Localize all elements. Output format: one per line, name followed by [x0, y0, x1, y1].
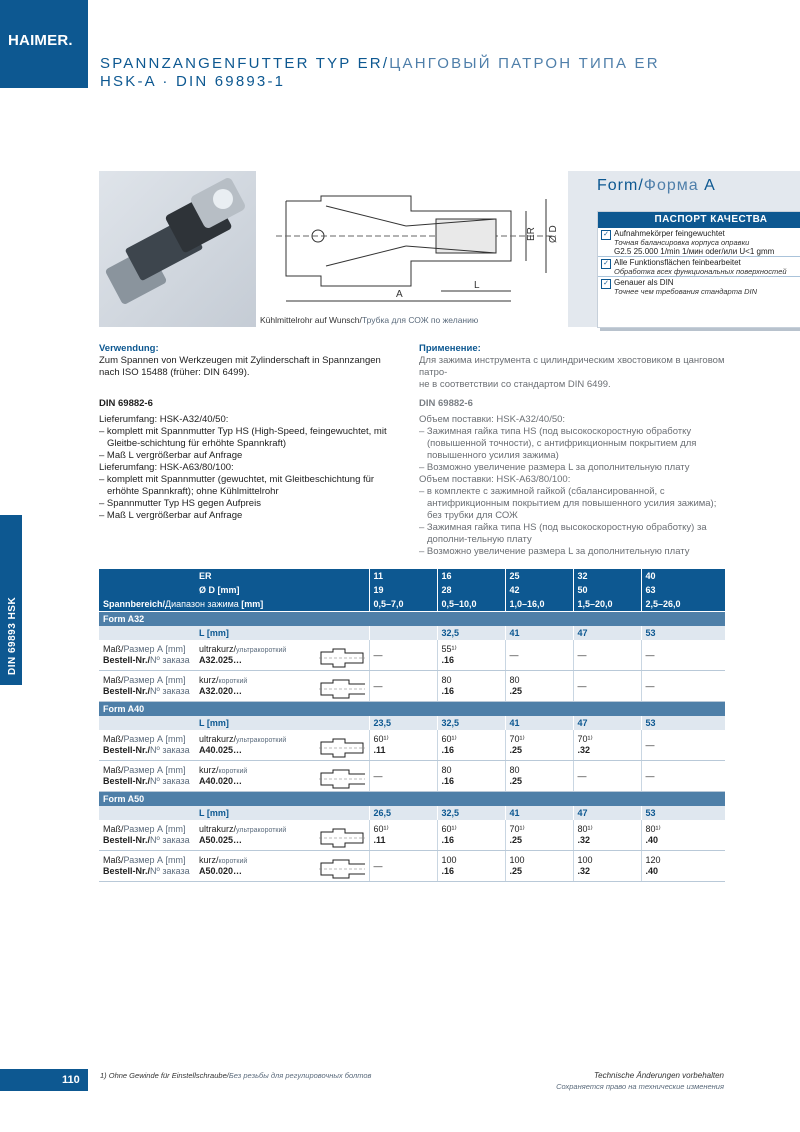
qp-item-ru: Обработка всех функциональных поверхностей	[614, 267, 787, 276]
order-number: A32.020…	[199, 686, 243, 696]
chuck-pictogram-icon	[319, 828, 365, 848]
item-value	[505, 730, 573, 761]
range-value: 0,5–7,0	[369, 597, 437, 612]
order-number: A32.025…	[199, 655, 243, 665]
form-name: Form A40	[99, 702, 725, 717]
item-value	[573, 851, 641, 882]
de-usage-heading: Verwendung:	[99, 343, 159, 354]
quality-passport-title: ПАСПОРТ КАЧЕСТВА	[598, 212, 800, 228]
mass-value: 120	[645, 855, 661, 865]
order-suffix: .25	[509, 686, 523, 696]
mass-value: —	[373, 860, 383, 871]
header-row-er	[99, 569, 725, 583]
item-value	[641, 640, 725, 671]
mass-label-ru: Размер А [mm]	[123, 734, 186, 744]
length-kind-ru: ультракороткий	[236, 647, 287, 654]
length-kind-ru: короткий	[218, 768, 248, 775]
er-value: 11	[369, 569, 437, 583]
item-desc-wrap	[103, 644, 365, 666]
mass-label-ru: Размер А [mm]	[123, 765, 186, 775]
order-label-de: Bestell-Nr./	[103, 835, 151, 845]
item-value	[369, 820, 437, 851]
item-desc	[99, 640, 369, 671]
qp-item-ru: Точная балансировка корпуса оправки	[614, 238, 750, 247]
form-row	[99, 792, 725, 807]
item-value	[573, 671, 641, 702]
brand-box	[0, 0, 88, 88]
item-value	[369, 730, 437, 761]
caption-ru: Трубка для СОЖ по желанию	[361, 315, 479, 325]
item-value	[573, 730, 641, 761]
er-value: 16	[437, 569, 505, 583]
mass-label-de: Maß/	[103, 734, 124, 744]
checkbox-icon: ✓	[601, 279, 611, 289]
l-value: 47	[573, 806, 641, 820]
order-label-ru: Nº заказа	[150, 776, 190, 786]
header-row-range	[99, 597, 725, 612]
order-suffix: .25	[509, 776, 523, 786]
chuck-pictogram-icon	[319, 648, 365, 668]
form-name: Form A32	[99, 612, 725, 627]
page-title	[100, 55, 660, 72]
er-value: 25	[505, 569, 573, 583]
er-label: ER	[99, 569, 369, 583]
item-value	[369, 851, 437, 882]
length-kind-de: kurz/	[199, 675, 219, 685]
quality-passport	[597, 211, 800, 328]
de-din-heading: DIN 69882-6	[99, 398, 153, 409]
item-value	[573, 640, 641, 671]
product-table	[99, 569, 725, 882]
order-suffix: .25	[509, 866, 523, 876]
order-label-de: Bestell-Nr./	[103, 655, 151, 665]
item-desc-wrap	[103, 675, 365, 697]
er-value: 32	[573, 569, 641, 583]
l-row	[99, 626, 725, 640]
order-label-de: Bestell-Nr./	[103, 686, 151, 696]
ru-usage-text: не в соответствии со стандартом DIN 6499.	[419, 379, 611, 390]
mass-value: 100	[509, 855, 525, 865]
header-row-d	[99, 583, 725, 597]
page-number: 110	[62, 1074, 80, 1086]
order-label-ru: Nº заказа	[150, 745, 190, 755]
mass-value: 60¹⁾	[441, 734, 457, 744]
footnote-de: 1) Ohne Gewinde für Einstellschraube/	[100, 1071, 229, 1080]
l-value: 26,5	[369, 806, 437, 820]
d-value: 50	[573, 583, 641, 597]
d-value: 63	[641, 583, 725, 597]
item-value	[505, 761, 573, 792]
item-desc-wrap	[103, 824, 365, 846]
order-suffix: .32	[577, 866, 591, 876]
qp-item	[598, 277, 800, 296]
de-line: – komplett mit Spannmutter Typ HS (High-Speed, feingewuchtet, mit Gleitbe-schichtung für erhöhte Spannkraft)	[99, 426, 387, 449]
range-unit: [mm]	[238, 599, 264, 609]
drawing-caption	[260, 315, 478, 325]
order-label-de: Bestell-Nr./	[103, 776, 151, 786]
length-kind-ru: короткий	[218, 678, 248, 685]
checkbox-icon: ✓	[601, 230, 611, 240]
item-value	[437, 671, 505, 702]
order-suffix: .16	[441, 745, 455, 755]
item-desc	[99, 820, 369, 851]
item-value	[437, 640, 505, 671]
order-suffix: .16	[441, 655, 455, 665]
item-value	[573, 761, 641, 792]
table-row	[99, 640, 725, 671]
footnote-ru: Без резьбы для регулировочных болтов	[228, 1071, 372, 1080]
de-usage-text: nach ISO 15488 (früher: DIN 6499).	[99, 367, 250, 378]
length-kind-ru: ультракороткий	[236, 827, 287, 834]
mass-value: —	[577, 680, 587, 691]
mass-label-ru: Размер А [mm]	[123, 644, 186, 654]
item-value	[437, 851, 505, 882]
item-value	[641, 820, 725, 851]
item-value	[505, 820, 573, 851]
order-suffix: .32	[577, 835, 591, 845]
item-value	[437, 761, 505, 792]
mass-value: 80¹⁾	[645, 824, 661, 834]
mass-value: 70¹⁾	[577, 734, 593, 744]
mass-label-de: Maß/	[103, 855, 124, 865]
mass-value: —	[509, 649, 519, 660]
form-name: Form A50	[99, 792, 725, 807]
product-hero	[99, 171, 800, 327]
d-value: 28	[437, 583, 505, 597]
mass-label-ru: Размер А [mm]	[123, 675, 186, 685]
mass-value: 80¹⁾	[577, 824, 593, 834]
order-suffix: .16	[441, 866, 455, 876]
item-desc-wrap	[103, 765, 365, 787]
d-value: 42	[505, 583, 573, 597]
ru-usage-section	[419, 343, 729, 391]
ru-line: – Зажимная гайка типа HS (под высокоскоростную обработку (повышенной точности), с антифрикционным покрытием для повышенного усилия зажима)	[419, 426, 697, 461]
mass-value: 80	[509, 765, 520, 775]
caption-de: Kühlmittelrohr auf Wunsch/	[260, 315, 362, 325]
de-line: – Maß L vergrößerbar auf Anfrage	[99, 450, 243, 461]
mass-value: —	[577, 770, 587, 781]
ru-line: Объем поставки: HSK-A63/80/100:	[419, 474, 571, 485]
chuck-pictogram-icon	[319, 769, 365, 789]
mass-value: —	[373, 680, 383, 691]
mass-value: —	[645, 770, 655, 781]
mass-label-ru: Размер А [mm]	[123, 855, 186, 865]
ru-usage-heading: Применение:	[419, 343, 481, 354]
item-value	[505, 851, 573, 882]
d-label: Ø D [mm]	[99, 583, 369, 597]
dim-l-label: L	[474, 280, 480, 291]
l-row	[99, 806, 725, 820]
mass-value: 80	[441, 675, 452, 685]
form-row	[99, 702, 725, 717]
qp-item-ru: Точнее чем требования стандарта DIN	[614, 287, 758, 296]
l-value: 41	[505, 716, 573, 730]
length-kind-ru: ультракороткий	[236, 737, 287, 744]
mass-value: 100	[577, 855, 593, 865]
length-kind-de: kurz/	[199, 855, 219, 865]
order-number: A40.020…	[199, 776, 243, 786]
mass-value: 70¹⁾	[509, 734, 525, 744]
de-usage-text: Zum Spannen von Werkzeugen mit Zylinderschaft in Spannzangen	[99, 355, 381, 366]
item-value	[573, 820, 641, 851]
l-value: 41	[505, 626, 573, 640]
order-suffix: .25	[509, 835, 523, 845]
range-value: 0,5–10,0	[437, 597, 505, 612]
mass-value: —	[577, 649, 587, 660]
range-value: 1,0–16,0	[505, 597, 573, 612]
item-value	[369, 761, 437, 792]
table-row	[99, 851, 725, 882]
order-label-ru: Nº заказа	[150, 866, 190, 876]
item-desc	[99, 761, 369, 792]
item-desc-wrap	[103, 855, 365, 877]
item-value	[437, 730, 505, 761]
item-value	[505, 640, 573, 671]
item-value	[641, 671, 725, 702]
haimer-logo: HAIMER.	[8, 32, 73, 49]
de-line: Lieferumfang: HSK-A63/80/100:	[99, 462, 234, 473]
ru-din-section	[419, 398, 729, 558]
qp-item-extra: G2.5 25.000 1/min 1/мин oder/или U<1 gmm	[614, 247, 775, 256]
length-kind-de: ultrakurz/	[199, 644, 237, 654]
table-row	[99, 671, 725, 702]
item-value	[641, 851, 725, 882]
mass-value: 60¹⁾	[373, 824, 389, 834]
item-value	[505, 671, 573, 702]
range-label-ru: Диапазон зажима	[165, 599, 239, 609]
order-suffix: .11	[373, 745, 386, 755]
qp-item-de: Genauer als DIN	[614, 278, 674, 287]
dim-er-label: ER	[526, 227, 537, 241]
mass-value: 70¹⁾	[509, 824, 525, 834]
l-value: 47	[573, 716, 641, 730]
length-kind-de: kurz/	[199, 765, 219, 775]
mass-label-ru: Размер А [mm]	[123, 824, 186, 834]
product-photo	[99, 171, 256, 327]
form-title-sep: /	[638, 177, 644, 194]
item-desc	[99, 730, 369, 761]
l-label: L [mm]	[99, 806, 369, 820]
page-subtitle: HSK-A · DIN 69893-1	[100, 73, 286, 90]
mass-label-de: Maß/	[103, 644, 124, 654]
order-suffix: .11	[373, 835, 386, 845]
mass-value: 80	[509, 675, 520, 685]
l-value: 47	[573, 626, 641, 640]
length-kind-de: ultrakurz/	[199, 824, 237, 834]
l-value: 23,5	[369, 716, 437, 730]
de-din-section	[99, 398, 404, 522]
order-number: A40.025…	[199, 745, 243, 755]
mass-value: —	[645, 680, 655, 691]
order-suffix: .16	[441, 686, 455, 696]
item-value	[369, 671, 437, 702]
checkbox-icon: ✓	[601, 259, 611, 269]
item-value	[369, 640, 437, 671]
mass-label-de: Maß/	[103, 824, 124, 834]
qp-item	[598, 228, 800, 257]
mass-value: —	[645, 739, 655, 750]
item-value	[641, 730, 725, 761]
table-row	[99, 730, 725, 761]
order-label-ru: Nº заказа	[150, 686, 190, 696]
footer-disclaimer-de: Technische Änderungen vorbehalten	[593, 1071, 724, 1080]
l-row	[99, 716, 725, 730]
de-usage-section	[99, 343, 404, 379]
mass-value: 60¹⁾	[441, 824, 457, 834]
chuck-photo-icon	[99, 171, 256, 327]
de-line: – Maß L vergrößerbar auf Anfrage	[99, 510, 243, 521]
order-suffix: .25	[509, 745, 523, 755]
item-desc	[99, 851, 369, 882]
order-suffix: .40	[645, 835, 659, 845]
order-number: A50.020…	[199, 866, 243, 876]
ru-din-heading: DIN 69882-6	[419, 398, 473, 409]
l-value: 53	[641, 716, 725, 730]
ru-line: – Возможно увеличение размера L за дополнительную плату	[419, 462, 690, 473]
chuck-pictogram-icon	[319, 738, 365, 758]
order-number: A50.025…	[199, 835, 243, 845]
range-label	[99, 597, 369, 612]
title-sep: /	[382, 55, 390, 72]
mass-value: —	[645, 649, 655, 660]
form-title-ru: Форма	[643, 177, 699, 194]
de-line: – komplett mit Spannmutter (gewuchtet, mit Gleitbeschichtung für erhöhte Spannkraft); ohne Kühlmittelrohr	[99, 474, 375, 497]
l-label: L [mm]	[99, 626, 369, 640]
order-label-ru: Nº заказа	[150, 655, 190, 665]
item-value	[641, 761, 725, 792]
range-value: 2,5–26,0	[641, 597, 725, 612]
table-row	[99, 761, 725, 792]
er-value: 40	[641, 569, 725, 583]
qp-item-de: Alle Funktionsflächen feinbearbeitet	[614, 258, 741, 267]
mass-value: 80	[441, 765, 452, 775]
item-desc-wrap	[103, 734, 365, 756]
order-suffix: .32	[577, 745, 591, 755]
chuck-pictogram-icon	[319, 859, 365, 879]
mass-value: 55¹⁾	[441, 644, 457, 654]
side-tab-label: DIN 69893 HSK	[7, 596, 18, 675]
dim-a-label: A	[396, 289, 403, 300]
form-letter: A	[704, 177, 716, 194]
l-value: 53	[641, 626, 725, 640]
chuck-pictogram-icon	[319, 679, 365, 699]
drawing-svg	[256, 171, 568, 311]
l-value: 32,5	[437, 806, 505, 820]
d-value: 19	[369, 583, 437, 597]
de-line: – Spannmutter Typ HS gegen Aufpreis	[99, 498, 261, 509]
range-value: 1,5–20,0	[573, 597, 641, 612]
de-line: Lieferumfang: HSK-A32/40/50:	[99, 414, 229, 425]
table-row	[99, 820, 725, 851]
form-title-de: Form	[597, 177, 639, 194]
ru-usage-text: Для зажима инструмента с цилиндрическим хвостовиком в цанговом патро-	[419, 355, 725, 378]
ru-line: – Возможно увеличение размера L за дополнительную плату	[419, 546, 690, 557]
order-label-de: Bestell-Nr./	[103, 866, 151, 876]
footnote	[100, 1071, 371, 1080]
qp-item	[598, 257, 800, 277]
item-value	[437, 820, 505, 851]
mass-value: 100	[441, 855, 457, 865]
mass-value: —	[373, 770, 383, 781]
order-suffix: .16	[441, 776, 455, 786]
l-label: L [mm]	[99, 716, 369, 730]
length-kind-ru: короткий	[218, 858, 248, 865]
ru-line: Объем поставки: HSK-A32/40/50:	[419, 414, 566, 425]
order-suffix: .40	[645, 866, 659, 876]
qp-item-de: Aufnahmekörper feingewuchtet	[614, 229, 725, 238]
ru-line: – в комплекте с зажимной гайкой (сбалансированной, с антифрикционным покрытием для повышенного усилия зажима); без трубки для СОЖ	[419, 486, 717, 521]
range-label-de: Spannbereich/	[103, 599, 166, 609]
title-ru: ЦАНГОВЫЙ ПАТРОН ТИПА ER	[389, 55, 660, 72]
form-title	[597, 177, 716, 195]
order-suffix: .16	[441, 835, 455, 845]
item-desc	[99, 671, 369, 702]
length-kind-de: ultrakurz/	[199, 734, 237, 744]
l-value: 32,5	[437, 716, 505, 730]
side-tab	[0, 515, 22, 685]
order-label-ru: Nº заказа	[150, 835, 190, 845]
order-label-de: Bestell-Nr./	[103, 745, 151, 755]
mass-value: 60¹⁾	[373, 734, 389, 744]
l-value: 53	[641, 806, 725, 820]
form-row	[99, 612, 725, 627]
l-value: 32,5	[437, 626, 505, 640]
mass-value: —	[373, 649, 383, 660]
mass-label-de: Maß/	[103, 675, 124, 685]
mass-label-de: Maß/	[103, 765, 124, 775]
footer-disclaimer-ru: Сохраняется право на технические изменения	[556, 1082, 724, 1091]
l-value	[369, 626, 437, 640]
dim-d-label: Ø D	[548, 225, 559, 243]
ru-line: – Зажимная гайка типа HS (под высокоскоростную обработку) за дополни-тельную плату	[419, 522, 707, 545]
l-value: 41	[505, 806, 573, 820]
technical-drawing	[256, 171, 568, 327]
title-de: SPANNZANGENFUTTER TYP ER	[100, 55, 383, 72]
